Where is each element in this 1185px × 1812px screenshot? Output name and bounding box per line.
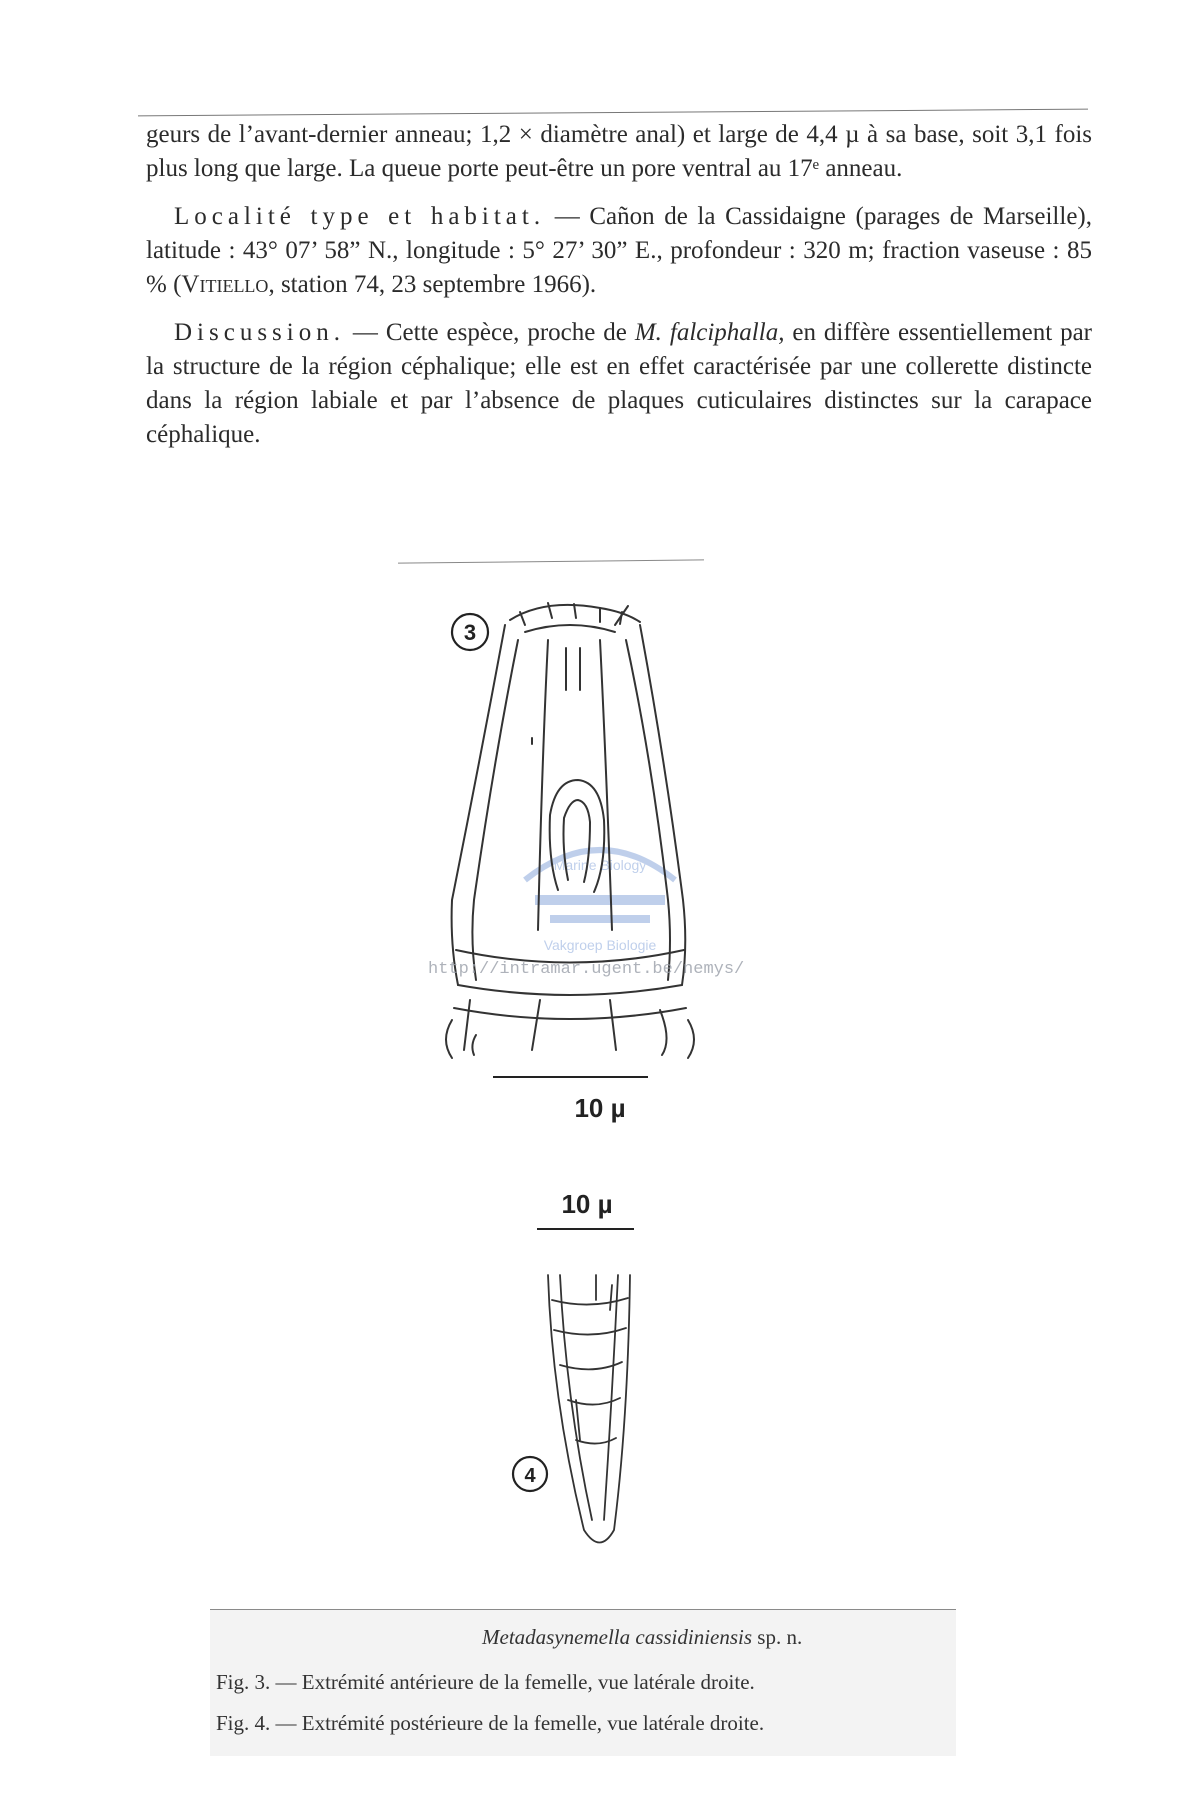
figure-3-scale-bar xyxy=(493,1077,648,1123)
figure-3-number: 3 xyxy=(463,620,477,645)
figure-3-scale-label: 10 µ xyxy=(574,1093,626,1123)
collector-name: Vitiello xyxy=(181,271,269,298)
figure-4-scale-bar xyxy=(537,1189,634,1229)
discussion-text-a: — Cette espèce, proche de xyxy=(344,319,635,346)
figure-4-number-marker xyxy=(513,1457,547,1491)
caption-species-suffix: sp. n. xyxy=(752,1625,803,1649)
figure-3-anterior-drawing xyxy=(446,603,694,1058)
caption-fig3: Fig. 3. — Extrémité antérieure de la femelle, vue latérale droite. xyxy=(216,1670,755,1694)
discussion-text-b: en diffère essentiellement par la structure de la région céphalique; elle est en effet caractérisée par une collerette distincte dans la région labiale et par l’absence de plaques cuticulaires distinctes sur la carapace céphalique. xyxy=(146,319,1092,448)
paragraph-description-end: geurs de l’avant-dernier anneau; 1,2 × diamètre anal) et large de 4,4 µ à sa base, soit 3,1 fois plus long que large. La queue porte peut-être un pore ventral au 17ᵉ anneau. xyxy=(146,121,1092,182)
figure-3-number-marker xyxy=(452,614,488,650)
watermark-logo-top-text: Marine Biology xyxy=(553,857,647,873)
watermark-logo-bottom-text: Vakgroep Biologie xyxy=(543,937,657,953)
heading-discussion: Discussion. xyxy=(174,319,345,346)
caption-species-name: Metadasynemella cassidiniensis xyxy=(482,1625,753,1649)
caption-fig4: Fig. 4. — Extrémité postérieure de la femelle, vue latérale droite. xyxy=(216,1711,765,1735)
watermark-url: http://intramar.ugent.be/nemys/ xyxy=(428,960,745,979)
type-locality-text-a: — Cañon de la Cassidaigne (parages de Marseille), latitude : 43° 07’ 58” N., longitude : 5° 27’ 30” E., profondeur : 320 m; fraction vaseuse : 85 % ( xyxy=(146,203,1092,298)
figure-4-scale-label: 10 µ xyxy=(561,1189,613,1219)
figure-4-posterior-drawing xyxy=(548,1275,630,1543)
species-reference: M. falciphalla, xyxy=(634,319,785,346)
heading-type-locality: Localité type et habitat. xyxy=(174,203,546,230)
caption-species xyxy=(482,1625,802,1650)
figure-caption xyxy=(210,1609,956,1756)
figure-4-number: 4 xyxy=(524,1465,536,1487)
type-locality-text-b: , station 74, 23 septembre 1966). xyxy=(268,271,597,298)
